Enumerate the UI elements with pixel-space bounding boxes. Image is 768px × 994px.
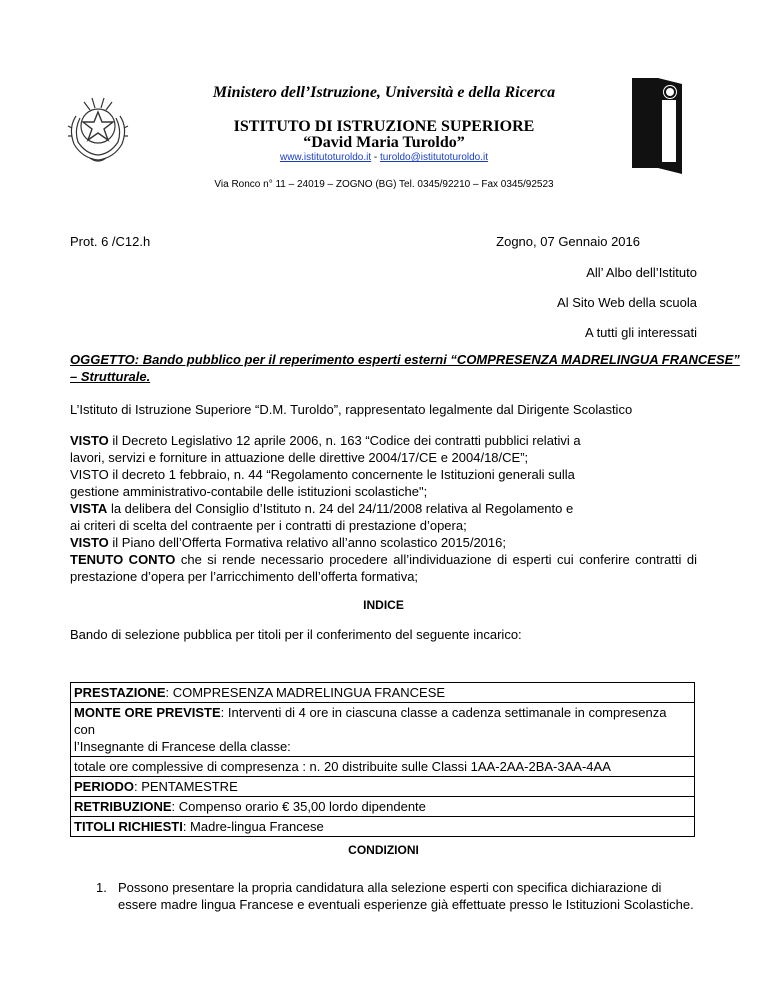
protocol-number: Prot. 6 /C12.h: [70, 234, 151, 249]
premise-3-line-2: ai criteri di scelta del contraente per i contratti di prestazione d’opera;: [70, 518, 467, 533]
retribuzione-cell: [71, 797, 695, 817]
prestazione-value: : COMPRESENZA MADRELINGUA FRANCESE: [165, 685, 446, 700]
premise-3-lead: VISTA: [70, 501, 108, 516]
table-row: [71, 797, 695, 817]
premise-1-text: il Decreto Legislativo 12 aprile 2006, n. 163 “Codice dei contratti pubblici relativi a: [108, 433, 581, 448]
periodo-label: PERIODO: [74, 779, 134, 794]
premise-4-lead: VISTO: [70, 535, 109, 550]
monte-ore-label: MONTE ORE PREVISTE: [74, 705, 221, 720]
table-row: [71, 777, 695, 797]
contact-links: [150, 152, 618, 163]
titoli-label: TITOLI RICHIESTI: [74, 819, 183, 834]
institute-name: “David Maria Turoldo”: [303, 134, 465, 151]
premise-1-line-2: lavori, servizi e forniture in attuazione delle direttive 2004/17/CE e 2004/18/CE”;: [70, 450, 529, 465]
premise-1-line-1: [70, 433, 581, 448]
address-line: Via Ronco n° 11 – 24019 – ZOGNO (BG) Tel. 0345/92210 – Fax 0345/92523: [214, 179, 554, 190]
premise-4-line-1: [70, 535, 506, 550]
periodo-cell: [71, 777, 695, 797]
periodo-value: : PENTAMESTRE: [133, 779, 238, 794]
premise-4-text: il Piano dell’Offerta Formativa relativo all’anno scolastico 2015/2016;: [108, 535, 506, 550]
institute-type: ISTITUTO DI ISTRUZIONE SUPERIORE: [233, 118, 535, 135]
table-row: [71, 683, 695, 703]
premise-3-line-1: [70, 501, 573, 516]
retribuzione-value: : Compenso orario € 35,00 lordo dipendente: [171, 799, 426, 814]
condition-number: 1.: [96, 880, 107, 895]
ministry-title: Ministero dell’Istruzione, Università e della Ricerca: [212, 84, 556, 101]
republic-emblem: [62, 88, 134, 166]
subject-line-1: OGGETTO: Bando pubblico per il reperimento esperti esterni “COMPRESENZA MADRELINGUA FRANCESE”: [70, 352, 740, 367]
table-row: [71, 817, 695, 837]
condition-1-line-2: essere madre lingua Francese e eventuali esperienze già effettuate presso le Istituzioni Scolastiche.: [118, 897, 694, 912]
recipient-interessati: A tutti gli interessati: [585, 325, 697, 340]
retribuzione-label: RETRIBUZIONE: [74, 799, 172, 814]
website-link[interactable]: www.istitutoturoldo.it: [279, 152, 372, 163]
place-date: Zogno, 07 Gennaio 2016: [496, 234, 640, 249]
assignment-table: [70, 682, 695, 837]
premise-2-line-2: gestione amministrativo-contabile delle istituzioni scolastiche";: [70, 484, 428, 499]
table-row: [71, 703, 695, 757]
totale-ore-cell: totale ore complessive di compresenza : n. 20 distribuite sulle Classi 1AA-2AA-2BA-3AA-4AA: [71, 757, 695, 777]
recipient-web: Al Sito Web della scuola: [557, 295, 697, 310]
school-logo: [622, 74, 692, 174]
intro-text: L’Istituto di Istruzione Superiore “D.M. Turoldo”, rappresentato legalmente dal Dirigente Scolastico: [70, 402, 633, 417]
index-heading: INDICE: [363, 598, 404, 612]
table-row: [71, 757, 695, 777]
titoli-cell: [71, 817, 695, 837]
premise-2-line-1: VISTO il decreto 1 febbraio, n. 44 “Regolamento concernente le Istituzioni generali sulla: [70, 467, 575, 482]
prestazione-cell: [71, 683, 695, 703]
prestazione-label: PRESTAZIONE: [74, 685, 166, 700]
monte-ore-value: : Interventi di 4 ore in ciascuna classe a cadenza settimanale in compresenza con: [74, 705, 667, 737]
premise-5-line-2: prestazione d’opera per l’arricchimento dell’offerta formativa;: [70, 569, 419, 584]
subject-line-2: – Strutturale.: [70, 369, 151, 384]
premise-1-lead: VISTO: [70, 433, 109, 448]
index-text: Bando di selezione pubblica per titoli per il conferimento del seguente incarico:: [70, 627, 522, 642]
recipient-albo: All’ Albo dell’Istituto: [586, 265, 697, 280]
premise-3-text: la delibera del Consiglio d’Istituto n. 24 del 24/11/2008 relativa al Regolamento e: [107, 501, 574, 516]
monte-ore-value-2: l’Insegnante di Francese della classe:: [74, 739, 291, 754]
premise-5-lead: TENUTO CONTO: [70, 552, 176, 567]
condition-1-line-1: Possono presentare la propria candidatura alla selezione esperti con specifica dichiarazione di: [118, 880, 662, 895]
conditions-heading: CONDIZIONI: [348, 843, 419, 857]
monte-ore-cell: [71, 703, 695, 757]
titoli-value: : Madre-lingua Francese: [182, 819, 324, 834]
email-link[interactable]: turoldo@istitutoturoldo.it: [380, 152, 489, 163]
premise-5-text: che si rende necessario procedere all’individuazione di esperti cui conferire contratti di: [175, 552, 697, 567]
link-separator: -: [371, 152, 381, 163]
premise-5-line-1: [70, 552, 697, 567]
